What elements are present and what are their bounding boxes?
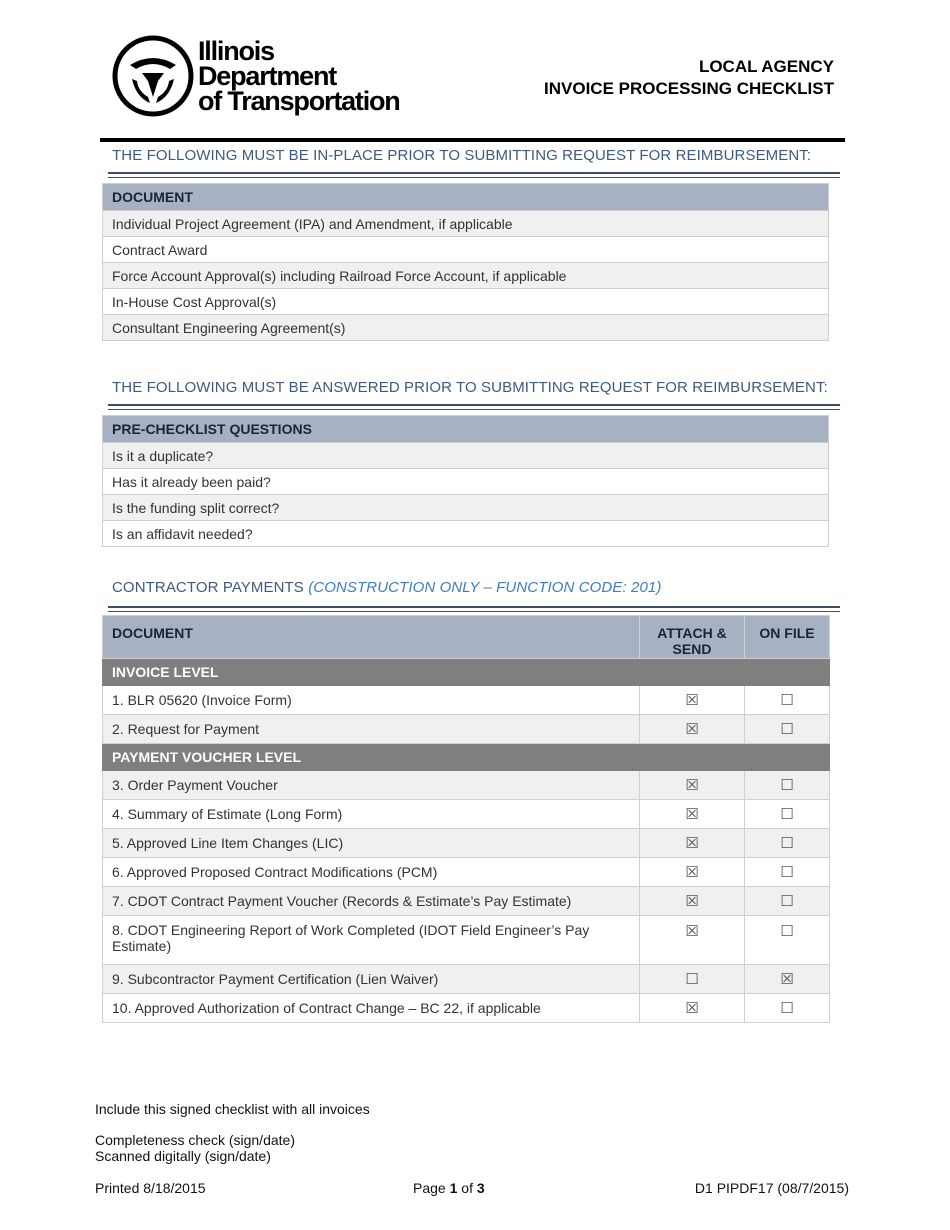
section1-column-header: DOCUMENT [103, 184, 829, 211]
form-title-line2: INVOICE PROCESSING CHECKLIST [544, 79, 834, 98]
section2-column-header: PRE-CHECKLIST QUESTIONS [103, 416, 829, 443]
section1-rule [108, 172, 840, 178]
include-note: Include this signed checklist with all invoices [95, 1101, 370, 1117]
table-row-label: 7. CDOT Contract Payment Voucher (Records & Estimate’s Pay Estimate) [103, 887, 640, 916]
onfile-checkbox[interactable]: ☐ [745, 771, 830, 800]
table-row: Is it a duplicate? [103, 443, 829, 469]
table-row-label: 2. Request for Payment [103, 715, 640, 744]
attach-checkbox[interactable]: ☒ [640, 715, 745, 744]
table-row-label: 9. Subcontractor Payment Certification (Lien Waiver) [103, 965, 640, 994]
section2-heading: THE FOLLOWING MUST BE ANSWERED PRIOR TO SUBMITTING REQUEST FOR REIMBURSEMENT: [112, 379, 828, 396]
onfile-checkbox[interactable]: ☐ [745, 715, 830, 744]
attach-checkbox[interactable]: ☒ [640, 800, 745, 829]
table-row-label: 3. Order Payment Voucher [103, 771, 640, 800]
page-total: 3 [476, 1180, 485, 1196]
page-mid: of [457, 1180, 477, 1196]
header-divider [100, 138, 845, 142]
onfile-checkbox[interactable]: ☐ [745, 800, 830, 829]
onfile-checkbox[interactable]: ☐ [745, 829, 830, 858]
form-code: D1 PIPDF17 (08/7/2015) [694, 1180, 849, 1196]
attach-checkbox[interactable]: ☒ [640, 887, 745, 916]
group-payment-voucher-level: PAYMENT VOUCHER LEVEL [103, 744, 830, 771]
idot-logo [112, 34, 412, 118]
section3-rule [108, 606, 840, 612]
attach-checkbox[interactable]: ☒ [640, 916, 745, 965]
org-name-line1: Illinois Department [198, 35, 337, 91]
attach-checkbox[interactable]: ☒ [640, 994, 745, 1023]
attach-checkbox[interactable]: ☒ [640, 771, 745, 800]
onfile-checkbox[interactable]: ☐ [745, 916, 830, 965]
onfile-checkbox[interactable]: ☐ [745, 887, 830, 916]
idot-logo-icon [112, 35, 194, 117]
table-row: Individual Project Agreement (IPA) and Amendment, if applicable [103, 211, 829, 237]
table-row-label: 10. Approved Authorization of Contract Change – BC 22, if applicable [103, 994, 640, 1023]
section2-table [102, 415, 829, 547]
col-attach-header [640, 616, 745, 659]
table-row: Is an affidavit needed? [103, 521, 829, 547]
section3-heading [112, 579, 661, 596]
table-row: In-House Cost Approval(s) [103, 289, 829, 315]
col-attach-line2: SEND [672, 641, 712, 657]
col-document-header: DOCUMENT [103, 616, 640, 659]
table-row: Force Account Approval(s) including Railroad Force Account, if applicable [103, 263, 829, 289]
table-row-label: 5. Approved Line Item Changes (LIC) [103, 829, 640, 858]
section1-heading: THE FOLLOWING MUST BE IN-PLACE PRIOR TO SUBMITTING REQUEST FOR REIMBURSEMENT: [112, 147, 812, 164]
col-onfile-header: ON FILE [745, 616, 830, 659]
section3-heading-text: CONTRACTOR PAYMENTS [112, 579, 304, 596]
scanned-digitally: Scanned digitally (sign/date) [95, 1148, 271, 1164]
form-title [544, 56, 834, 100]
table-row-label: 4. Summary of Estimate (Long Form) [103, 800, 640, 829]
contractor-payments-table [102, 615, 830, 1023]
table-row: Contract Award [103, 237, 829, 263]
table-row: Is the funding split correct? [103, 495, 829, 521]
onfile-checkbox[interactable]: ☐ [745, 686, 830, 715]
table-row-label: 8. CDOT Engineering Report of Work Completed (IDOT Field Engineer’s Pay Estimate) [103, 916, 640, 965]
attach-checkbox[interactable]: ☒ [640, 858, 745, 887]
form-title-line1: LOCAL AGENCY [698, 57, 834, 76]
section3-heading-note: (CONSTRUCTION ONLY – FUNCTION CODE: 201) [308, 579, 662, 596]
section1-table [102, 183, 829, 341]
table-row-label: 6. Approved Proposed Contract Modifications (PCM) [103, 858, 640, 887]
org-name-line2: of Transportation [198, 85, 400, 116]
printed-date: Printed 8/18/2015 [95, 1180, 206, 1196]
section2-rule [108, 404, 840, 410]
onfile-checkbox[interactable]: ☐ [745, 858, 830, 887]
table-row-label: 1. BLR 05620 (Invoice Form) [103, 686, 640, 715]
page-current: 1 [449, 1180, 458, 1196]
page-number [413, 1180, 485, 1196]
table-row: Has it already been paid? [103, 469, 829, 495]
group-invoice-level: INVOICE LEVEL [103, 659, 830, 686]
attach-checkbox[interactable]: ☒ [640, 829, 745, 858]
onfile-checkbox[interactable]: ☐ [745, 994, 830, 1023]
col-attach-line1: ATTACH & [657, 625, 727, 641]
completeness-check: Completeness check (sign/date) [95, 1132, 295, 1148]
table-row: Consultant Engineering Agreement(s) [103, 315, 829, 341]
onfile-checkbox[interactable]: ☒ [745, 965, 830, 994]
page-prefix: Page [413, 1180, 450, 1196]
attach-checkbox[interactable]: ☒ [640, 686, 745, 715]
attach-checkbox[interactable]: ☐ [640, 965, 745, 994]
